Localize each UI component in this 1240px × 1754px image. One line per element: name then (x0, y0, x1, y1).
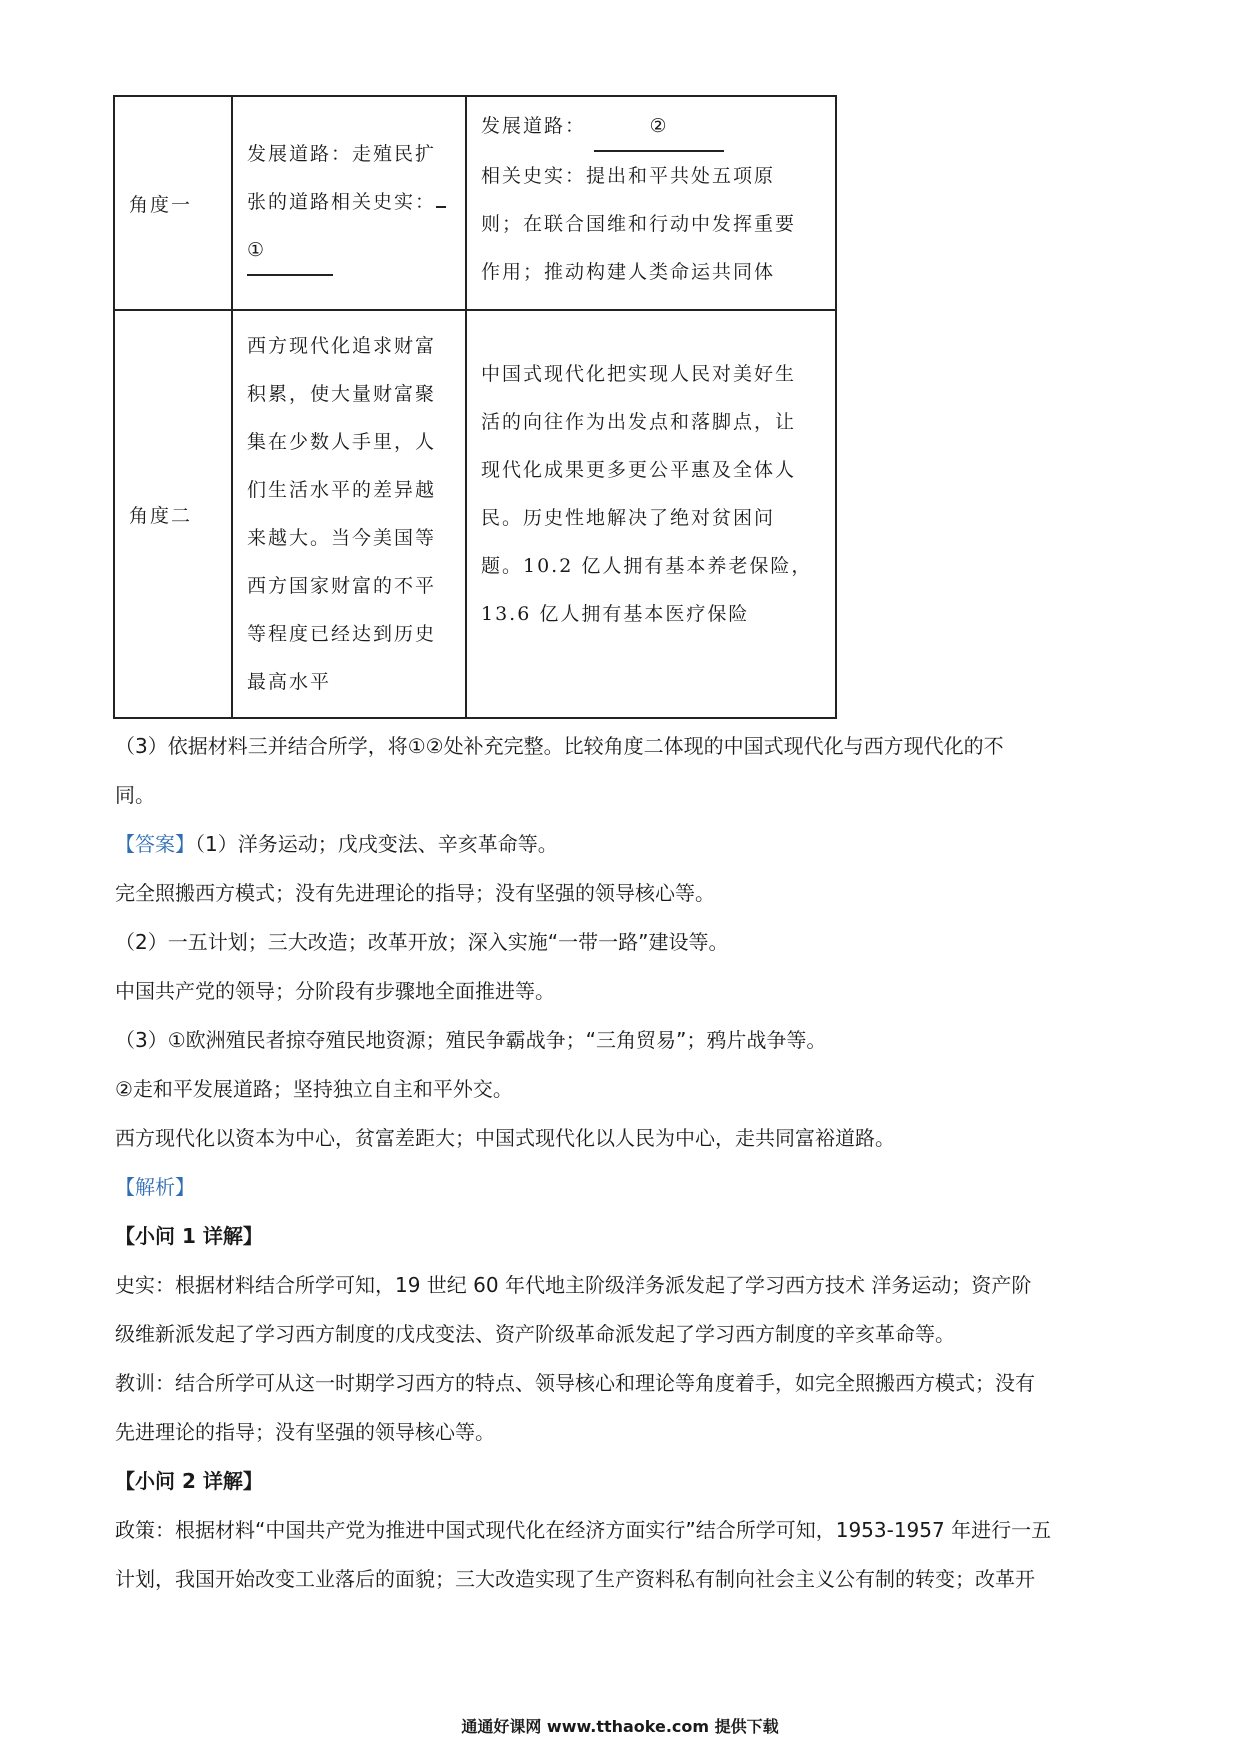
cell-line: 13.6 亿人拥有基本医疗保险 (481, 603, 750, 625)
cell-line: 西方国家财富的不平 (247, 575, 437, 597)
cell-line: 张的道路相关史实： (247, 191, 437, 213)
cell-line: 积累，使大量财富聚 (247, 383, 437, 405)
answer-section (115, 722, 1125, 1604)
answer-line: 中国共产党的领导；分阶段有步骤地全面推进等。 (115, 979, 555, 1003)
cell-line: 们生活水平的差异越 (247, 479, 437, 501)
answer-line: 完全照搬西方模式；没有先进理论的指导；没有坚强的领导核心等。 (115, 881, 715, 905)
cell-line: 来越大。当今美国等 (247, 527, 437, 549)
footer-watermark: 通通好课网 www.tthaoke.com 提供下载 (461, 1717, 779, 1736)
cell-line: 等程度已经达到历史 (247, 623, 437, 645)
analysis-line: 级维新派发起了学习西方制度的戊戌变法、资产阶级革命派发起了学习西方制度的辛亥革命等。 (115, 1322, 955, 1346)
west-cell (232, 96, 466, 310)
cell-line: 民。历史性地解决了绝对贫困问 (481, 507, 776, 529)
answer-line: （2）一五计划；三大改造；改革开放；深入实施“一带一路”建设等。 (115, 930, 729, 954)
cell-line: 发展道路：走殖民扩 (247, 143, 437, 165)
cell-line: 活的向往作为出发点和落脚点，让 (481, 411, 797, 433)
blank-1: ① (247, 226, 333, 276)
analysis-line: 政策：根据材料“中国共产党为推进中国式现代化在经济方面实行”结合所学可知，1953-1957 年进行一五 (115, 1518, 1052, 1542)
cell-line: 西方现代化追求财富 (247, 335, 437, 357)
answer-line: ②走和平发展道路；坚持独立自主和平外交。 (115, 1077, 513, 1101)
cell-line: 题。10.2 亿人拥有基本养老保险， (481, 555, 813, 577)
question-text: （3）依据材料三并结合所学，将①②处补充完整。比较角度二体现的中国式现代化与西方现代化的不 (115, 734, 1004, 758)
cell-line: 相关史实：提出和平共处五项原 (481, 165, 776, 187)
table-row (114, 96, 836, 310)
answer-tag: 【答案】 (115, 832, 195, 856)
answer-line: （1）洋务运动；戊戌变法、辛亥革命等。 (195, 832, 558, 856)
blank-dash (436, 206, 446, 208)
cell-line: 最高水平 (247, 671, 332, 693)
cell-line: 作用；推动构建人类命运共同体 (481, 261, 776, 283)
subquestion-title: 【小问 1 详解】 (115, 1224, 263, 1248)
cell-line: 发展道路： (481, 115, 587, 137)
west-cell (232, 310, 466, 718)
answer-line: 西方现代化以资本为中心，贫富差距大；中国式现代化以人民为中心，走共同富裕道路。 (115, 1126, 895, 1150)
analysis-line: 史实：根据材料结合所学可知，19 世纪 60 年代地主阶级洋务派发起了学习西方技术 洋务运动；资产阶 (115, 1273, 1032, 1297)
blank-2: ② (594, 102, 724, 152)
china-cell (466, 310, 836, 718)
row-header: 角度一 (114, 96, 232, 310)
cell-line: 集在少数人手里，人 (247, 431, 437, 453)
answer-line: （3）①欧洲殖民者掠夺殖民地资源；殖民争霸战争；“三角贸易”；鸦片战争等。 (115, 1028, 827, 1052)
row-header: 角度二 (114, 310, 232, 718)
analysis-line: 先进理论的指导；没有坚强的领导核心等。 (115, 1420, 495, 1444)
cell-line: 则；在联合国维和行动中发挥重要 (481, 213, 797, 235)
analysis-tag: 【解析】 (115, 1175, 195, 1199)
subquestion-title: 【小问 2 详解】 (115, 1469, 263, 1493)
cell-line: 现代化成果更多更公平惠及全体人 (481, 459, 797, 481)
china-cell (466, 96, 836, 310)
cell-line: 中国式现代化把实现人民对美好生 (481, 363, 797, 385)
analysis-line: 教训：结合所学可从这一时期学习西方的特点、领导核心和理论等角度着手，如完全照搬西方模式；没有 (115, 1371, 1035, 1395)
question-text: 同。 (115, 783, 155, 807)
analysis-line: 计划，我国开始改变工业落后的面貌；三大改造实现了生产资料私有制向社会主义公有制的转变；改革开 (115, 1567, 1035, 1591)
table-row (114, 310, 836, 718)
comparison-table (113, 95, 837, 719)
